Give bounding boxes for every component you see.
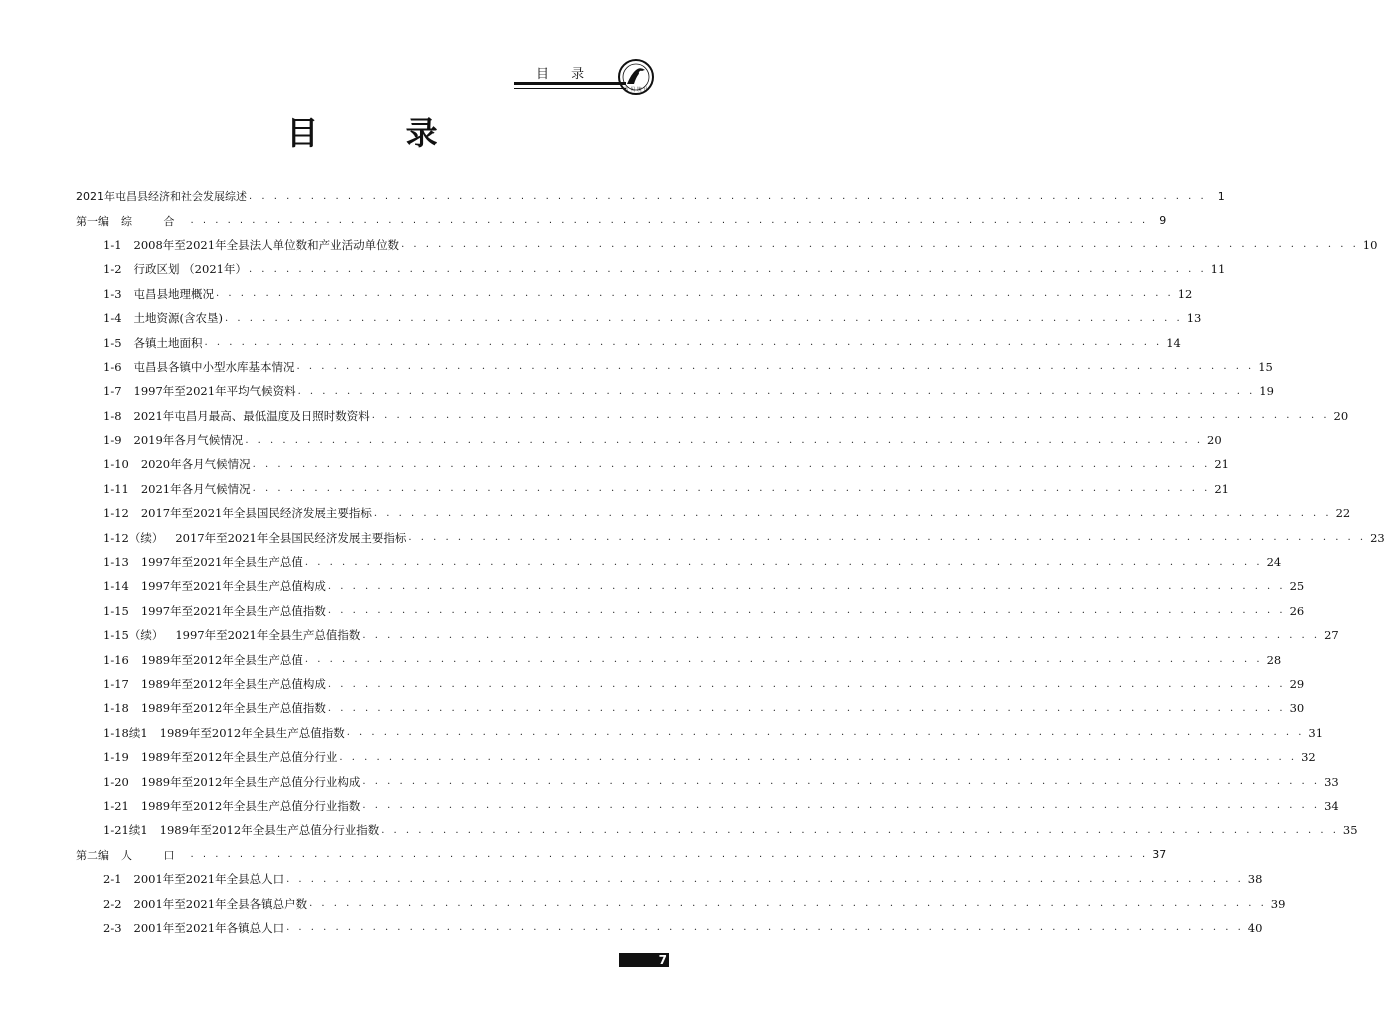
toc-entry-title: 1997年至2021年全县生产总值指数 [140, 603, 326, 618]
toc-entry-number: 1-4 [103, 311, 122, 326]
toc-entry-number: 1-19 [103, 750, 129, 765]
table-of-contents [76, 184, 1385, 940]
toc-entry-number: 第一编 [76, 214, 109, 228]
toc-entry [76, 257, 1226, 281]
dot-leader: . . . . . . . . . . . . . . . . . . . . . . . . . . . . . . . . . . . . . . . . . . . . . . . . . . . . . . . . . . . . . . . . . . . . . . . . . . . . . . [327, 580, 1286, 592]
toc-entry-page: 21 [1214, 457, 1229, 472]
toc-entry-number: 1-13 [103, 555, 129, 570]
header-rule [514, 82, 626, 85]
dot-leader: . . . . . . . . . . . . . . . . . . . . . . . . . . . . . . . . . . . . . . . . . . . . . . . . . . . . . . . . . . . . . . . . . . . . . . . . . . . . . . [190, 849, 1149, 861]
toc-entry [76, 477, 1229, 501]
dot-leader: . . . . . . . . . . . . . . . . . . . . . . . . . . . . . . . . . . . . . . . . . . . . . . . . . . . . . . . . . . . . . . . . . . . . . . . . . . . . . . [401, 239, 1359, 251]
toc-entry-page: 22 [1335, 506, 1351, 521]
running-header-title: 目 录 [536, 67, 594, 82]
toc-entry-title: 2021年屯昌县经济和社会发展综述 [76, 190, 247, 204]
toc-entry-number: 1-15（续） [103, 628, 164, 643]
page-number: 7 [619, 953, 669, 967]
toc-entry-title: 1989年至2012年全县生产总值分行业指数 [140, 798, 361, 813]
dot-leader: . . . . . . . . . . . . . . . . . . . . . . . . . . . . . . . . . . . . . . . . . . . . . . . . . . . . . . . . . . . . . . . . . . . . . . . . . . . . . . [362, 800, 1321, 812]
toc-entry-page: 37 [1152, 848, 1167, 862]
toc-entry-page: 32 [1301, 750, 1316, 765]
toc-entry-page: 20 [1207, 433, 1222, 448]
dot-leader: . . . . . . . . . . . . . . . . . . . . . . . . . . . . . . . . . . . . . . . . . . . . . . . . . . . . . . . . . . . . . . . . . . . . . . . . . . . . . . [304, 556, 1263, 568]
toc-entry-page: 26 [1289, 603, 1305, 618]
dot-leader: . . . . . . . . . . . . . . . . . . . . . . . . . . . . . . . . . . . . . . . . . . . . . . . . . . . . . . . . . . . . . . . . . . . . . . . . . . . . . . [327, 678, 1286, 690]
toc-entry-page: 29 [1289, 677, 1305, 691]
dot-leader: . . . . . . . . . . . . . . . . . . . . . . . . . . . . . . . . . . . . . . . . . . . . . . . . . . . . . . . . . . . . . . . . . . . . . . . . . . . . . . [339, 751, 1298, 763]
dot-leader: . . . . . . . . . . . . . . . . . . . . . . . . . . . . . . . . . . . . . . . . . . . . . . . . . . . . . . . . . . . . . . . . . . . . . . . . . . . . . . [204, 337, 1163, 349]
toc-entry-title: 1989年至2012年全县生产总值分行业 [140, 750, 338, 765]
toc-entry-title: 屯昌县地理概况 [133, 286, 215, 301]
toc-entry-title: 2021年屯昌月最高、最低温度及日照时数资料 [133, 408, 370, 423]
toc-entry [76, 769, 1339, 793]
toc-entry [76, 282, 1193, 306]
toc-entry-page: 34 [1324, 798, 1339, 813]
publisher-logo-icon [614, 57, 658, 101]
logo-text: 雪 贝 统 计 [623, 87, 649, 93]
toc-entry-title: 1989年至2012年全县生产总值分行业指数 [159, 823, 380, 838]
toc-entry-page: 30 [1289, 701, 1305, 716]
toc-entry-number: 2-3 [103, 920, 122, 935]
toc-entry-page: 14 [1166, 335, 1181, 350]
toc-entry [76, 501, 1351, 525]
toc-entry-number: 1-16 [103, 652, 129, 667]
toc-entry-page: 21 [1214, 481, 1229, 496]
toc-entry-page: 38 [1247, 872, 1263, 887]
toc-entry-number: 2-2 [103, 896, 122, 911]
dot-leader: . . . . . . . . . . . . . . . . . . . . . . . . . . . . . . . . . . . . . . . . . . . . . . . . . . . . . . . . . . . . . . . . . . . . . . . . . . . . . . [286, 922, 1244, 934]
header-rule-thin [514, 88, 626, 89]
toc-entry [76, 867, 1263, 891]
dot-leader: . . . . . . . . . . . . . . . . . . . . . . . . . . . . . . . . . . . . . . . . . . . . . . . . . . . . . . . . . . . . . . . . . . . . . . . . . . . . . . [286, 873, 1244, 885]
toc-entry-title: 2001年至2021年全县总人口 [133, 872, 285, 887]
toc-entry [76, 355, 1273, 379]
toc-entry-number: 1-10 [103, 457, 129, 472]
dot-leader: . . . . . . . . . . . . . . . . . . . . . . . . . . . . . . . . . . . . . . . . . . . . . . . . . . . . . . . . . . . . . . . . . . . . . . . . . . . . . . [327, 605, 1286, 617]
toc-entry-title: 2017年至2021年全县国民经济发展主要指标 [175, 530, 407, 545]
toc-entry [76, 306, 1202, 330]
toc-entry-page: 28 [1266, 652, 1282, 667]
toc-entry [76, 233, 1378, 257]
toc-entry-title: 2019年各月气候情况 [133, 433, 244, 448]
toc-entry-page: 33 [1324, 774, 1339, 789]
toc-section [76, 843, 1167, 867]
toc-entry-page: 19 [1259, 384, 1274, 399]
toc-entry-number: 1-18续1 [103, 725, 148, 740]
toc-entry-number: 1-21续1 [103, 823, 148, 838]
toc-entry-page: 10 [1362, 237, 1378, 252]
toc-entry-title: 1989年至2012年全县生产总值指数 [140, 701, 326, 716]
toc-entry-title: 行政区划 （2021年） [133, 262, 247, 277]
toc-entry-page: 24 [1266, 555, 1282, 570]
toc-entry-page: 27 [1324, 628, 1339, 643]
dot-leader: . . . . . . . . . . . . . . . . . . . . . . . . . . . . . . . . . . . . . . . . . . . . . . . . . . . . . . . . . . . . . . . . . . . . . . . . . . . . . . [297, 385, 1256, 397]
toc-entry [76, 623, 1339, 647]
toc-entry [76, 330, 1181, 354]
toc-entry [76, 599, 1305, 623]
dot-leader: . . . . . . . . . . . . . . . . . . . . . . . . . . . . . . . . . . . . . . . . . . . . . . . . . . . . . . . . . . . . . . . . . . . . . . . . . . . . . . [249, 190, 1207, 202]
toc-entry-title: 屯昌县各镇中小型水库基本情况 [133, 359, 295, 374]
toc-entry-number: 1-14 [103, 579, 129, 594]
toc-entry [76, 818, 1358, 842]
toc-entry [76, 379, 1274, 403]
toc-entry-number: 1-12（续） [103, 530, 164, 545]
toc-entry [76, 916, 1263, 940]
toc-entry-title: 1997年至2021年全县生产总值指数 [175, 628, 361, 643]
dot-leader: . . . . . . . . . . . . . . . . . . . . . . . . . . . . . . . . . . . . . . . . . . . . . . . . . . . . . . . . . . . . . . . . . . . . . . . . . . . . . . [309, 898, 1267, 910]
dot-leader: . . . . . . . . . . . . . . . . . . . . . . . . . . . . . . . . . . . . . . . . . . . . . . . . . . . . . . . . . . . . . . . . . . . . . . . . . . . . . . [327, 702, 1286, 714]
dot-leader: . . . . . . . . . . . . . . . . . . . . . . . . . . . . . . . . . . . . . . . . . . . . . . . . . . . . . . . . . . . . . . . . . . . . . . . . . . . . . . [245, 434, 1204, 446]
toc-entry-page: 1 [1217, 189, 1225, 203]
toc-entry [76, 891, 1286, 915]
toc-entry-number: 1-2 [103, 262, 122, 277]
dot-leader: . . . . . . . . . . . . . . . . . . . . . . . . . . . . . . . . . . . . . . . . . . . . . . . . . . . . . . . . . . . . . . . . . . . . . . . . . . . . . . [216, 288, 1174, 300]
toc-entry-title: 1997年至2021年全县生产总值构成 [140, 579, 326, 594]
dot-leader: . . . . . . . . . . . . . . . . . . . . . . . . . . . . . . . . . . . . . . . . . . . . . . . . . . . . . . . . . . . . . . . . . . . . . . . . . . . . . . [304, 654, 1263, 666]
toc-entry [76, 452, 1229, 476]
dot-leader: . . . . . . . . . . . . . . . . . . . . . . . . . . . . . . . . . . . . . . . . . . . . . . . . . . . . . . . . . . . . . . . . . . . . . . . . . . . . . . [296, 361, 1255, 373]
toc-entry-title: 1989年至2012年全县生产总值分行业构成 [140, 774, 361, 789]
toc-entry-page: 23 [1370, 530, 1385, 545]
toc-entry [76, 794, 1339, 818]
toc-entry-number: 1-12 [103, 506, 129, 521]
dot-leader: . . . . . . . . . . . . . . . . . . . . . . . . . . . . . . . . . . . . . . . . . . . . . . . . . . . . . . . . . . . . . . . . . . . . . . . . . . . . . . [346, 727, 1305, 739]
toc-entry-title: 2020年各月气候情况 [140, 457, 251, 472]
toc-entry-page: 31 [1308, 725, 1324, 740]
toc-entry-title: 2021年各月气候情况 [140, 481, 251, 496]
toc-entry-page: 20 [1333, 408, 1349, 423]
toc-entry-number: 1-18 [103, 701, 129, 716]
toc-entry-page: 11 [1210, 262, 1226, 277]
toc-entry [76, 696, 1305, 720]
toc-entry-number: 1-20 [103, 774, 129, 789]
toc-entry [76, 574, 1305, 598]
toc-entry [76, 647, 1282, 671]
toc-entry-page: 25 [1289, 579, 1305, 594]
toc-entry-page: 39 [1270, 896, 1286, 911]
dot-leader: . . . . . . . . . . . . . . . . . . . . . . . . . . . . . . . . . . . . . . . . . . . . . . . . . . . . . . . . . . . . . . . . . . . . . . . . . . . . . . [362, 629, 1321, 641]
toc-entry-number: 1-8 [103, 408, 122, 423]
toc-entry-title: 1997年至2021年平均气候资料 [133, 384, 296, 399]
toc-entry-number: 1-6 [103, 359, 122, 374]
toc-entry-page: 40 [1247, 920, 1263, 935]
dot-leader: . . . . . . . . . . . . . . . . . . . . . . . . . . . . . . . . . . . . . . . . . . . . . . . . . . . . . . . . . . . . . . . . . . . . . . . . . . . . . . [252, 458, 1211, 470]
dot-leader: . . . . . . . . . . . . . . . . . . . . . . . . . . . . . . . . . . . . . . . . . . . . . . . . . . . . . . . . . . . . . . . . . . . . . . . . . . . . . . [362, 776, 1321, 788]
toc-entry-title: 2001年至2021年各镇总人口 [133, 920, 285, 935]
toc-entry-title: 1989年至2012年全县生产总值构成 [140, 677, 326, 691]
toc-entry-page: 9 [1159, 214, 1167, 228]
toc-entry [76, 745, 1316, 769]
toc-entry-number: 1-7 [103, 384, 122, 399]
dot-leader: . . . . . . . . . . . . . . . . . . . . . . . . . . . . . . . . . . . . . . . . . . . . . . . . . . . . . . . . . . . . . . . . . . . . . . . . . . . . . . [381, 824, 1339, 836]
dot-leader: . . . . . . . . . . . . . . . . . . . . . . . . . . . . . . . . . . . . . . . . . . . . . . . . . . . . . . . . . . . . . . . . . . . . . . . . . . . . . . [225, 312, 1183, 324]
toc-entry [76, 721, 1324, 745]
dot-leader: . . . . . . . . . . . . . . . . . . . . . . . . . . . . . . . . . . . . . . . . . . . . . . . . . . . . . . . . . . . . . . . . . . . . . . . . . . . . . . [371, 410, 1330, 422]
toc-entry-number: 1-15 [103, 603, 129, 618]
dot-leader: . . . . . . . . . . . . . . . . . . . . . . . . . . . . . . . . . . . . . . . . . . . . . . . . . . . . . . . . . . . . . . . . . . . . . . . . . . . . . . [252, 483, 1211, 495]
toc-entry-title: 土地资源(含农垦) [133, 311, 224, 326]
dot-leader: . . . . . . . . . . . . . . . . . . . . . . . . . . . . . . . . . . . . . . . . . . . . . . . . . . . . . . . . . . . . . . . . . . . . . . . . . . . . . . [190, 215, 1149, 227]
page-title: 目 录 [286, 114, 476, 152]
toc-entry [76, 550, 1282, 574]
toc-entry-number: 第二编 [76, 848, 109, 862]
toc-section [76, 208, 1167, 232]
toc-entry-title: 2001年至2021年全县各镇总户数 [133, 896, 308, 911]
toc-section [76, 184, 1225, 208]
toc-entry-number: 2-1 [103, 872, 122, 887]
toc-entry [76, 428, 1222, 452]
toc-entry-title: 2008年至2021年全县法人单位数和产业活动单位数 [133, 237, 400, 252]
toc-entry-title: 1989年至2012年全县生产总值指数 [159, 725, 345, 740]
toc-entry-title: 1989年至2012年全县生产总值 [140, 652, 303, 667]
toc-entry-title: 人 口 [121, 848, 189, 862]
toc-entry-title: 1997年至2021年全县生产总值 [140, 555, 303, 570]
toc-entry-title: 综 合 [121, 214, 189, 228]
toc-entry-title: 2017年至2021年全县国民经济发展主要指标 [140, 506, 372, 521]
dot-leader: . . . . . . . . . . . . . . . . . . . . . . . . . . . . . . . . . . . . . . . . . . . . . . . . . . . . . . . . . . . . . . . . . . . . . . . . . . . . . . [248, 263, 1207, 275]
toc-entry [76, 525, 1385, 549]
toc-entry-number: 1-1 [103, 237, 122, 252]
toc-entry-number: 1-9 [103, 433, 122, 448]
toc-entry [76, 404, 1349, 428]
toc-entry-number: 1-5 [103, 335, 122, 350]
dot-leader: . . . . . . . . . . . . . . . . . . . . . . . . . . . . . . . . . . . . . . . . . . . . . . . . . . . . . . . . . . . . . . . . . . . . . . . . . . . . . . [408, 532, 1367, 544]
toc-entry-page: 35 [1342, 823, 1358, 838]
toc-entry-page: 15 [1258, 359, 1273, 374]
toc-entry-page: 13 [1186, 311, 1202, 326]
toc-entry-number: 1-21 [103, 798, 129, 813]
dot-leader: . . . . . . . . . . . . . . . . . . . . . . . . . . . . . . . . . . . . . . . . . . . . . . . . . . . . . . . . . . . . . . . . . . . . . . . . . . . . . . [373, 507, 1332, 519]
toc-entry-number: 1-3 [103, 286, 122, 301]
toc-entry-number: 1-17 [103, 677, 129, 691]
toc-entry-number: 1-11 [103, 481, 129, 496]
toc-entry-title: 各镇土地面积 [133, 335, 203, 350]
toc-entry [76, 672, 1305, 696]
toc-entry-page: 12 [1177, 286, 1193, 301]
